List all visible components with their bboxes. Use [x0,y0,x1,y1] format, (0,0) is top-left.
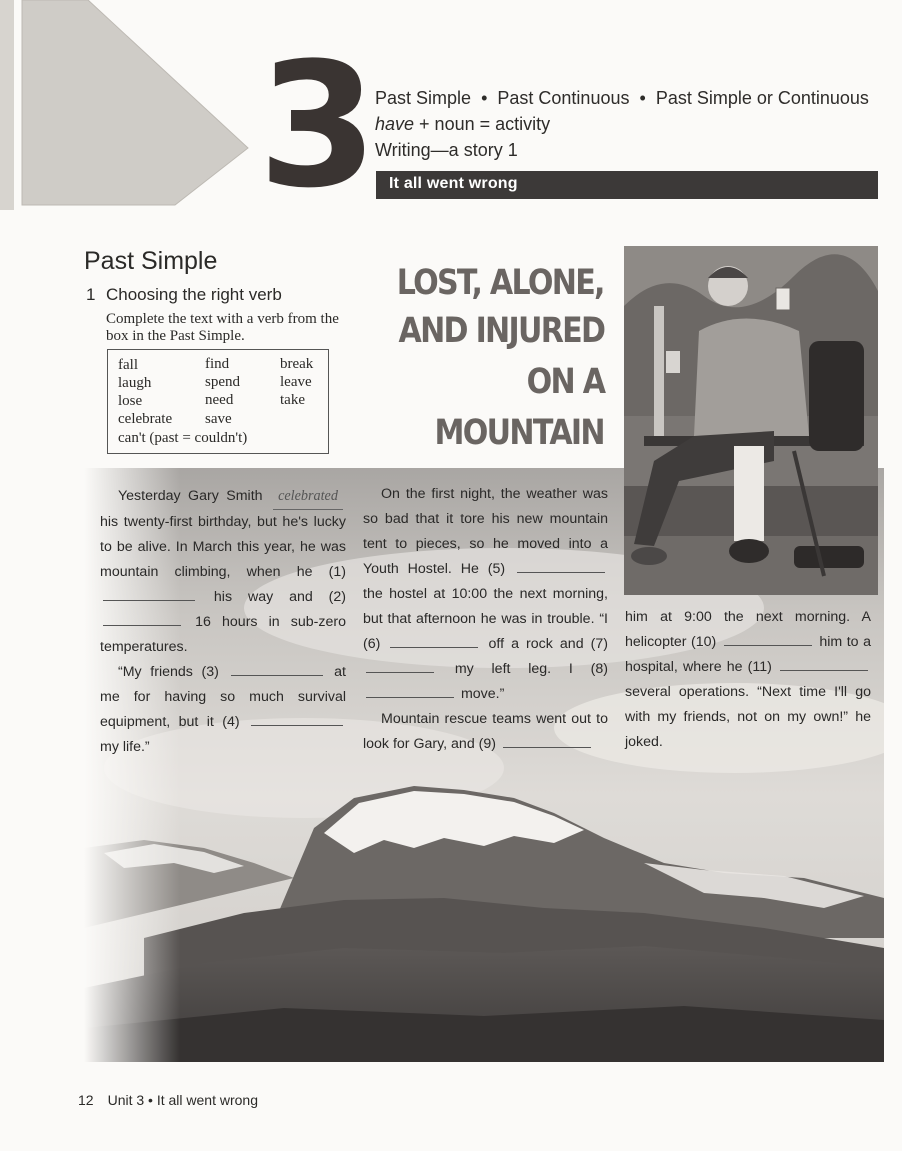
unit-title: It all went wrong [389,175,518,192]
article-paragraph-1 [100,484,346,660]
bullet-icon: • [634,88,651,108]
answer-blank-1[interactable] [103,588,195,601]
topic-past-simple: Past Simple [375,88,472,108]
article-column-2 [363,482,608,757]
exercise-title [86,285,282,305]
verb-take: take [280,392,305,408]
article-text: my life.” [100,739,150,755]
answer-blank-11[interactable] [780,658,868,671]
article-paragraph-4 [363,707,608,757]
verb-find: find [205,356,230,372]
chapter-tab-arrow [0,0,250,210]
answer-blank-3[interactable] [231,663,323,676]
headline-line-2: AND INJURED [398,311,604,351]
article-text: his twenty-first birthday, but he's lucky to be alive. In March this year, he was mountain climbing, when he (1) [100,514,346,580]
verb-celebrate: celebrate [118,411,173,427]
headline-line-1: LOST, ALONE, [396,263,604,303]
article-column-1 [100,484,346,760]
article-text: Mountain rescue teams went out to look for Gary, and (9) [363,711,608,752]
exercise-instructions: Complete the text with a verb from the box in the Past Simple. [106,311,339,344]
bullet-icon: • [148,1092,153,1108]
topics-line-2 [375,114,550,135]
article-text: his way and (2) [213,589,346,605]
verb-break: break [280,356,314,372]
answer-blank-10[interactable] [724,633,812,646]
climber-photo [624,246,878,595]
exercise-title-text: Choosing the right verb [106,285,282,304]
example-answer: celebrated [273,484,343,510]
answer-blank-2[interactable] [103,613,181,626]
headline-line-4: MOUNTAIN [434,413,604,453]
topic-past-continuous: Past Continuous [497,88,630,108]
page-number: 12 [78,1092,94,1108]
answer-blank-6[interactable] [390,635,478,648]
topic-past-simple-or-continuous: Past Simple or Continuous [655,88,869,108]
topics-line-1 [375,88,869,109]
article-text: On the first night, the weather was so bad that it tore his new mountain tent to pieces, so he moved into a Youth Hostel. He (5) [363,486,608,577]
article-text: him to a hospital, where he (11) [625,634,871,675]
article-text: off a rock and (7) [488,636,608,652]
verb-fall: fall [118,357,138,373]
verb-need: need [205,392,234,408]
article-column-3 [625,605,871,755]
article-text: move.” [460,686,505,702]
article-paragraph-5 [625,605,871,755]
verb-box [107,349,329,454]
page-footer [78,1092,258,1108]
article-text: Yesterday Gary Smith [118,488,263,504]
article-text: 16 hours in sub-zero temperatures. [100,614,346,655]
footer-unit-label: Unit 3 [107,1092,145,1108]
answer-blank-7[interactable] [366,660,434,673]
headline-line-3: ON A [526,362,604,402]
unit-number: 3 [258,25,372,226]
answer-blank-5[interactable] [517,560,605,573]
article-text: my left leg. I (8) [454,661,608,677]
article-text: the hostel at 10:00 the next morning, but that afternoon he was in trouble. “I (6) [363,586,608,652]
verb-spend: spend [205,374,240,390]
exercise-number: 1 [86,285,96,304]
verb-leave: leave [280,374,312,390]
answer-blank-4[interactable] [251,713,343,726]
answer-blank-9[interactable] [503,735,591,748]
verb-cant-note: can't (past = couldn't) [118,430,248,446]
article-paragraph-3 [363,482,608,707]
article-text: at me for having so much survival equipment, but it (4) [100,664,346,730]
topic-have-word: have [375,114,415,134]
verb-laugh: laugh [118,375,152,391]
verb-save: save [205,411,232,427]
answer-blank-8[interactable] [366,685,454,698]
unit-title-bar [376,171,878,199]
article-text: “My friends (3) [118,664,219,680]
article-paragraph-2 [100,660,346,760]
verb-lose: lose [118,393,143,409]
bullet-icon: • [476,88,493,108]
article-text: him at 9:00 the next morning. A helicopter (10) [625,609,871,650]
topic-have-rest: + noun = activity [414,114,551,134]
footer-unit-title: It all went wrong [156,1092,259,1108]
topics-line-3: Writing—a story 1 [375,140,518,160]
section-title: Past Simple [84,247,218,275]
article-text: several operations. “Next time I'll go with my friends, not on my own!” he joked. [625,684,871,750]
